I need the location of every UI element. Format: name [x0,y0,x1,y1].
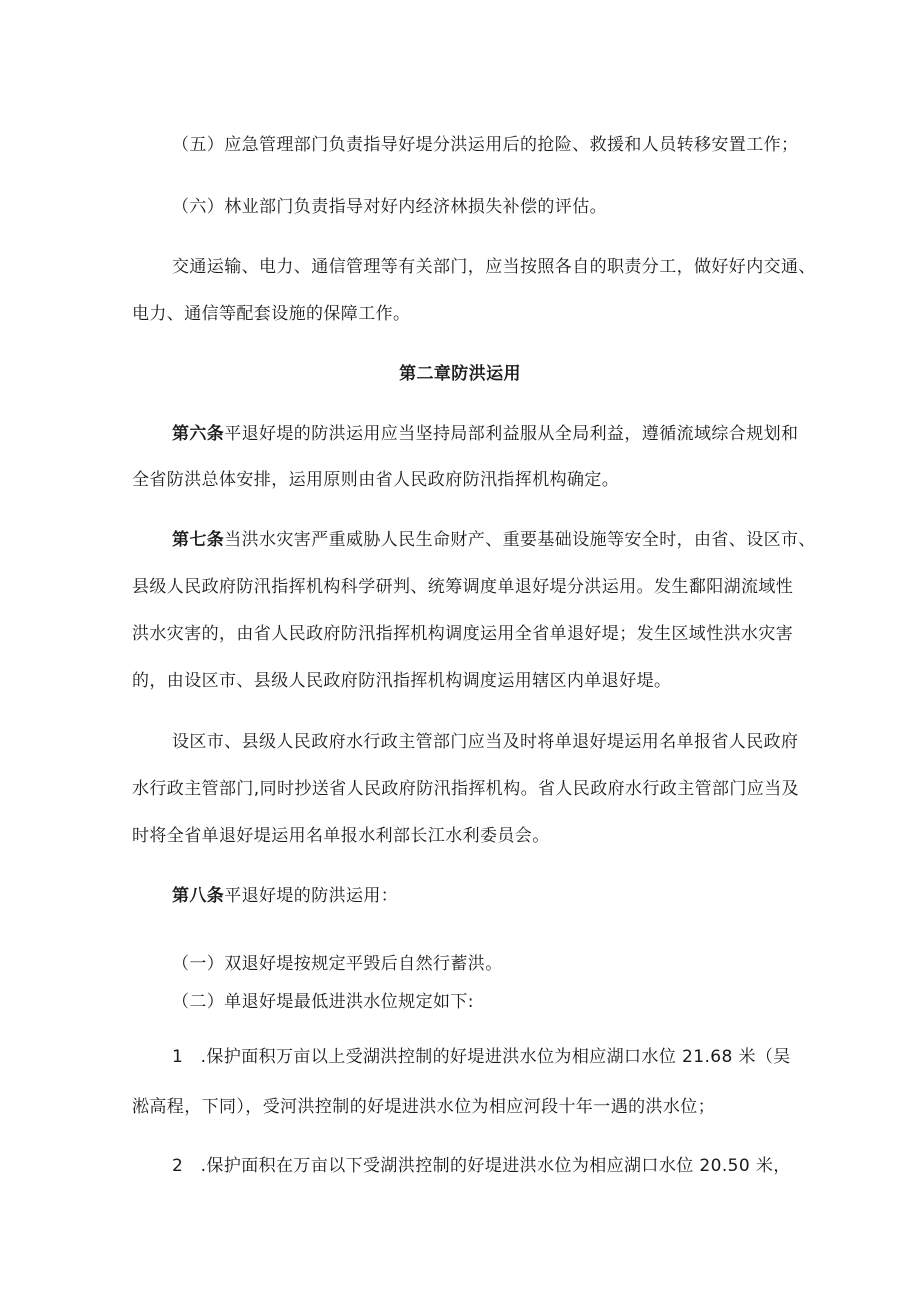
sub-item-2-line-1: 2 .保护面积在万亩以下受湖洪控制的好堤进洪水位为相应湖口水位 20.50 米， [172,1156,791,1176]
article-6-label: 第六条 [172,424,225,444]
paragraph-report-line-2: 水行政主管部门,同时抄送省人民政府防汛指挥机构。省人民政府水行政主管部门应当及 [132,779,800,799]
article-7-label: 第七条 [172,530,225,550]
article-8-text: 平退好堤的防洪运用： [224,886,399,906]
article-6-text: 平退好堤的防洪运用应当坚持局部利益服从全局利益，遵循流域综合规划和 [224,424,799,444]
article-8-label: 第八条 [172,886,225,906]
article-7-line-4: 的，由设区市、县级人民政府防汛指挥机构调度运用辖区内单退好堤。 [132,671,672,691]
article-8-line-1 [172,885,398,907]
list-item-1: （一）双退好堤按规定平毁后自然行蓄洪。 [172,954,503,974]
paragraph-item-5: （五）应急管理部门负责指导好堤分洪运用后的抢险、救援和人员转移安置工作； [172,135,799,155]
article-6-line-2: 全省防洪总体安排，运用原则由省人民政府防汛指挥机构确定。 [132,470,620,490]
list-item-2: （二）单退好堤最低进洪水位规定如下: [172,992,474,1012]
paragraph-item-6: （六）林业部门负责指导对好内经济林损失补偿的评估。 [172,197,607,217]
article-7-text: 当洪水灾害严重威胁人民生命财产、重要基础设施等安全时，由省、设区市、 [224,530,816,550]
article-6-line-1 [172,423,798,445]
chapter-title: 第二章防洪运用 [399,364,521,384]
article-7-line-3: 洪水灾害的，由省人民政府防汛指挥机构调度运用全省单退好堤；发生区域性洪水灾害 [132,624,794,644]
paragraph-report-line-1: 设区市、县级人民政府水行政主管部门应当及时将单退好堤运用名单报省人民政府 [172,732,799,752]
article-7-line-2: 县级人民政府防汛指挥机构科学研判、统筹调度单退好堤分洪运用。发生鄱阳湖流域性 [132,577,794,597]
paragraph-report-line-3: 时将全省单退好堤运用名单报水利部长江水利委员会。 [132,826,550,846]
paragraph-transport-line-2: 电力、通信等配套设施的保障工作。 [132,304,411,324]
paragraph-transport-line-1: 交通运输、电力、通信管理等有关部门，应当按照各自的职责分工，做好好内交通、 [172,257,816,277]
article-7-line-1 [172,529,816,551]
sub-item-1-line-2: 淞高程，下同），受河洪控制的好堤进洪水位为相应河段十年一遇的洪水位； [132,1097,716,1117]
sub-item-1-line-1: 1 .保护面积万亩以上受湖洪控制的好堤进洪水位为相应湖口水位 21.68 米（吴 [172,1047,791,1067]
